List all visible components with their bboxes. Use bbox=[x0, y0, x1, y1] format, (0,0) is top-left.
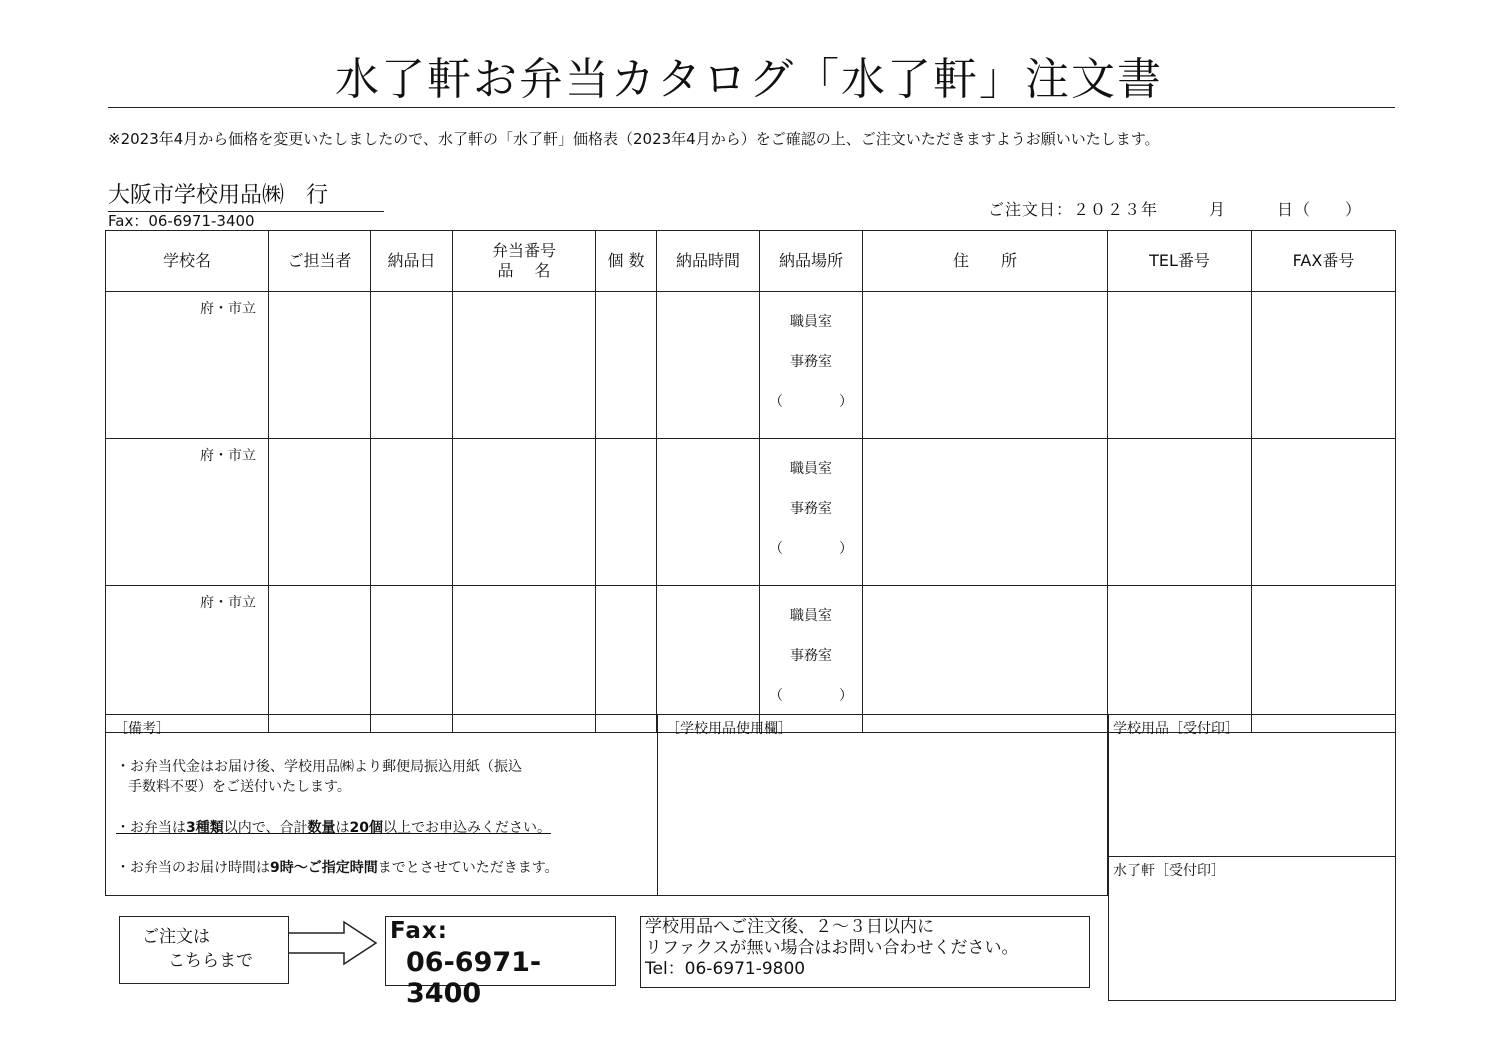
bento-cell[interactable] bbox=[453, 292, 596, 439]
contact-line2: リファクスが無い場合はお問い合わせください。 bbox=[645, 938, 1019, 958]
bento-cell[interactable] bbox=[453, 439, 596, 586]
delivery-place-cell[interactable] bbox=[760, 292, 863, 439]
table-row bbox=[106, 586, 1396, 733]
person-cell[interactable] bbox=[269, 292, 371, 439]
contact-line1: 学校用品へご注文後、２～３日以内に bbox=[645, 917, 934, 937]
order-here-line1: ご注文は bbox=[142, 927, 210, 947]
header-tel: TEL番号 bbox=[1108, 231, 1252, 292]
usage-label: ［学校用品使用欄］ bbox=[666, 721, 792, 737]
delivery-place-cell[interactable] bbox=[760, 439, 863, 586]
school-cell[interactable] bbox=[106, 292, 269, 439]
address-cell[interactable] bbox=[863, 439, 1108, 586]
person-cell[interactable] bbox=[269, 586, 371, 733]
delivery-time-cell[interactable] bbox=[657, 586, 760, 733]
table-row bbox=[106, 439, 1396, 586]
table-row bbox=[106, 292, 1396, 439]
order-table bbox=[105, 230, 1396, 733]
person-cell[interactable] bbox=[269, 439, 371, 586]
quantity-cell[interactable] bbox=[596, 292, 657, 439]
contact-tel: Tel：06-6971-9800 bbox=[645, 959, 806, 979]
school-cell[interactable] bbox=[106, 439, 269, 586]
header-bento bbox=[453, 231, 596, 292]
place-option-staffroom[interactable]: 職員室 bbox=[790, 314, 832, 330]
remarks-box bbox=[105, 714, 658, 896]
contact-box bbox=[640, 916, 1090, 988]
quantity-cell[interactable] bbox=[596, 586, 657, 733]
place-option-office[interactable]: 事務室 bbox=[790, 354, 832, 370]
title-underline bbox=[108, 107, 1395, 108]
header-delivery-time: 納品時間 bbox=[657, 231, 760, 292]
page-title: 水了軒お弁当カタログ「水了軒」注文書 bbox=[335, 54, 1163, 105]
school-cell[interactable] bbox=[106, 586, 269, 733]
place-option-office[interactable]: 事務室 bbox=[790, 501, 832, 517]
order-here-box bbox=[119, 916, 289, 984]
place-option-staffroom[interactable]: 職員室 bbox=[790, 461, 832, 477]
place-option-other[interactable]: （ ） bbox=[769, 394, 853, 410]
tel-cell[interactable] bbox=[1108, 586, 1252, 733]
school-supplies-stamp-box[interactable] bbox=[1108, 714, 1396, 857]
table-header-row bbox=[106, 231, 1396, 292]
tel-cell[interactable] bbox=[1108, 439, 1252, 586]
header-fax: FAX番号 bbox=[1252, 231, 1396, 292]
header-school: 学校名 bbox=[106, 231, 269, 292]
delivery-place-cell[interactable] bbox=[760, 586, 863, 733]
delivery-date-cell[interactable] bbox=[371, 439, 453, 586]
place-option-other[interactable]: （ ） bbox=[769, 541, 853, 557]
school-stamp-label: 学校用品［受付印］ bbox=[1113, 721, 1239, 737]
address-cell[interactable] bbox=[863, 292, 1108, 439]
fax-cell[interactable] bbox=[1252, 292, 1396, 439]
fax-box-label: Fax: bbox=[390, 918, 448, 944]
remark-quantity: ・お弁当は3種類以内で、合計数量は20個以上でお申込みください。 bbox=[116, 820, 551, 836]
pref-city-label: 府・市立 bbox=[200, 301, 256, 317]
remark-delivery-time: ・お弁当のお届け時間は9時～ご指定時間までとさせていただきます。 bbox=[116, 860, 559, 876]
school-supplies-usage-box[interactable] bbox=[658, 714, 1108, 896]
fax-cell[interactable] bbox=[1252, 439, 1396, 586]
arrow-right-icon bbox=[288, 918, 384, 968]
pref-city-label: 府・市立 bbox=[200, 595, 256, 611]
place-option-office[interactable]: 事務室 bbox=[790, 648, 832, 664]
remarks-label: ［備考］ bbox=[114, 721, 170, 737]
order-here-line2: こちらまで bbox=[168, 951, 253, 971]
suiryoken-stamp-label: 水了軒［受付印］ bbox=[1113, 863, 1225, 879]
header-delivery-place: 納品場所 bbox=[760, 231, 863, 292]
header-quantity: 個 数 bbox=[596, 231, 657, 292]
fax-box-number: 06-6971-3400 bbox=[406, 947, 542, 1009]
fax-cell[interactable] bbox=[1252, 586, 1396, 733]
quantity-cell[interactable] bbox=[596, 439, 657, 586]
header-address: 住 所 bbox=[863, 231, 1108, 292]
header-delivery-date: 納品日 bbox=[371, 231, 453, 292]
remark-payment: ・お弁当代金はお届け後、学校用品㈱より郵便局振込用紙（振込 bbox=[116, 759, 522, 775]
pref-city-label: 府・市立 bbox=[200, 448, 256, 464]
remark-payment-cont: 手数料不要）をご送付いたします。 bbox=[128, 779, 351, 795]
suiryoken-stamp-box[interactable] bbox=[1108, 856, 1396, 1001]
header-person: ご担当者 bbox=[269, 231, 371, 292]
delivery-time-cell[interactable] bbox=[657, 439, 760, 586]
delivery-date-cell[interactable] bbox=[371, 586, 453, 733]
recipient-company: 大阪市学校用品㈱ 行 bbox=[108, 183, 329, 208]
header-item-name: 品 名 bbox=[497, 261, 551, 280]
delivery-time-cell[interactable] bbox=[657, 292, 760, 439]
delivery-date-cell[interactable] bbox=[371, 292, 453, 439]
tel-cell[interactable] bbox=[1108, 292, 1252, 439]
recipient-fax: Fax：06-6971-3400 bbox=[108, 212, 255, 230]
address-cell[interactable] bbox=[863, 586, 1108, 733]
bento-cell[interactable] bbox=[453, 586, 596, 733]
fax-number-box bbox=[385, 916, 616, 1009]
order-date-field[interactable]: ご注文日：２０２３年 月 日（ ） bbox=[988, 200, 1363, 219]
place-option-staffroom[interactable]: 職員室 bbox=[790, 608, 832, 624]
place-option-other[interactable]: （ ） bbox=[769, 688, 853, 704]
header-bento-number: 弁当番号 bbox=[491, 241, 556, 260]
price-change-notice: ※2023年4月から価格を変更いたしましたので、水了軒の「水了軒」価格表（2023年4月から）をご確認の上、ご注文いただきますようお願いいたします。 bbox=[108, 130, 1160, 148]
